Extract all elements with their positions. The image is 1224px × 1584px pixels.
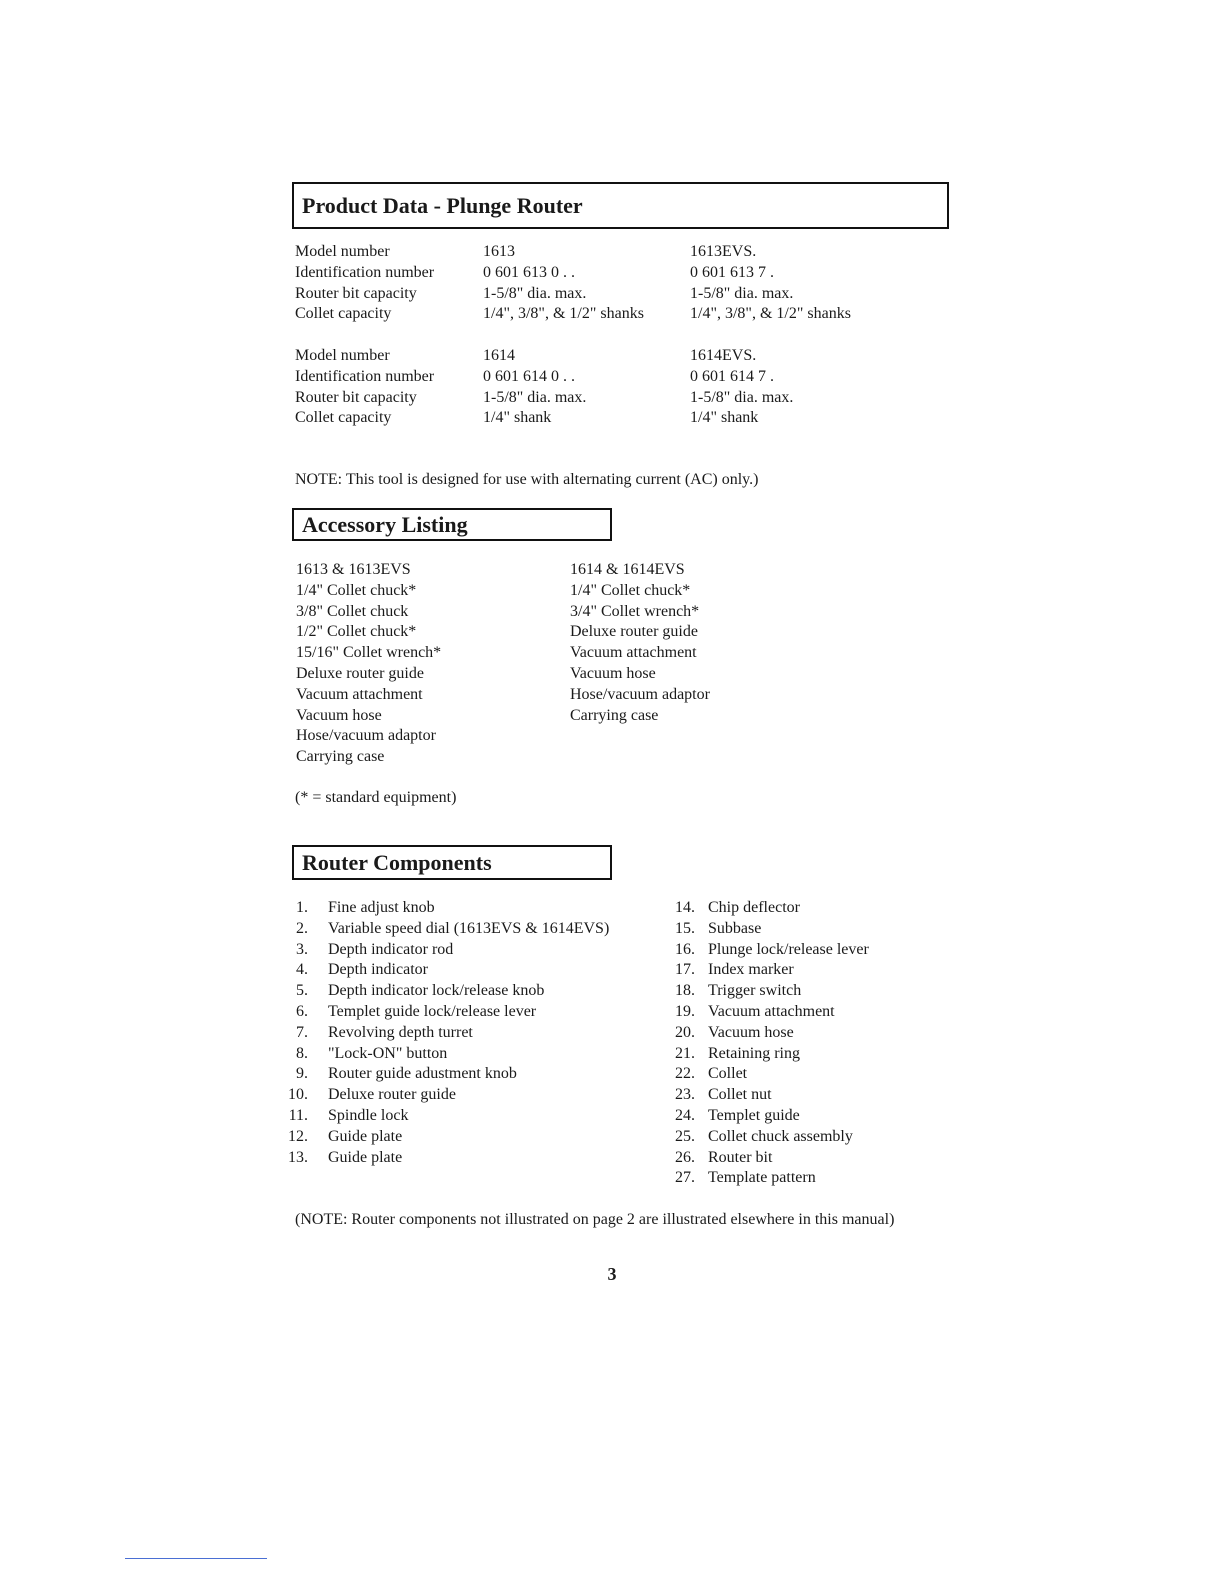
component-number: 11. xyxy=(288,1107,308,1124)
component-item xyxy=(0,919,1224,940)
product-table-1613 xyxy=(0,242,1224,332)
spec-row xyxy=(0,367,1224,388)
spec-label: Model number xyxy=(295,243,390,260)
spec-value: 0 601 614 0 . . xyxy=(483,367,575,385)
component-item xyxy=(0,1002,1224,1023)
component-number: 13. xyxy=(288,1148,308,1166)
accessory-list-header: 1613 & 1613EVS xyxy=(296,561,411,578)
component-number: 8. xyxy=(296,1044,308,1062)
spec-row xyxy=(0,284,1224,305)
accessory-list-header: 1614 & 1614EVS xyxy=(570,561,685,578)
accessory-item: Carrying case xyxy=(296,748,385,766)
component-number: 4. xyxy=(296,961,308,979)
component-item xyxy=(0,1064,1224,1085)
component-number: 14. xyxy=(675,899,695,916)
component-item xyxy=(0,1085,1224,1106)
components-note: (NOTE: Router components not illustrated on page 2 are illustrated elsewhere in this manual) xyxy=(295,1211,895,1228)
spec-row xyxy=(0,388,1224,409)
component-label: Revolving depth turret xyxy=(328,1023,473,1041)
accessory-item: Hose/vacuum adaptor xyxy=(570,685,710,703)
component-item xyxy=(0,960,1224,981)
spec-label: Model number xyxy=(295,347,390,364)
component-number: 7. xyxy=(296,1023,308,1041)
component-label: Vacuum hose xyxy=(708,1023,794,1041)
component-label: Deluxe router guide xyxy=(328,1086,456,1104)
component-item xyxy=(0,1044,1224,1065)
accessory-item: Vacuum attachment xyxy=(570,644,697,662)
component-label: Templet guide lock/release lever xyxy=(328,1003,537,1020)
standard-equipment-legend: (* = standard equipment) xyxy=(295,789,457,806)
accessory-item: 3/8" Collet chuck xyxy=(296,602,409,620)
component-number: 17. xyxy=(675,961,695,979)
accessory-item: 1/4" Collet chuck* xyxy=(570,581,691,599)
spec-row xyxy=(0,263,1224,284)
component-number: 6. xyxy=(296,1003,308,1020)
component-item xyxy=(0,1127,1224,1148)
component-label: Depth indicator lock/release knob xyxy=(328,982,545,1000)
page-number: 3 xyxy=(607,1264,617,1284)
component-number: 3. xyxy=(296,940,308,958)
accessory-item: 3/4" Collet wrench* xyxy=(570,602,700,620)
accessory-item: Deluxe router guide xyxy=(296,665,424,682)
spec-value: 1-5/8" dia. max. xyxy=(690,284,794,302)
spec-value: 1614 xyxy=(483,347,515,364)
accessory-item: Vacuum hose xyxy=(570,665,656,682)
component-number: 19. xyxy=(675,1003,695,1020)
component-item xyxy=(0,1023,1224,1044)
component-label: Spindle lock xyxy=(328,1107,409,1124)
component-label: Subbase xyxy=(708,919,762,937)
spec-value: 1/4" shank xyxy=(690,409,759,427)
component-label: Collet chuck assembly xyxy=(708,1127,853,1145)
component-label: Depth indicator xyxy=(328,961,428,979)
spec-row xyxy=(0,408,1224,429)
spec-label: Identification number xyxy=(295,263,435,281)
component-number: 24. xyxy=(675,1107,695,1124)
component-item xyxy=(0,981,1224,1002)
component-label: Templet guide xyxy=(708,1107,800,1124)
spec-value: 1613 xyxy=(483,243,515,260)
product-data-heading: Product Data - Plunge Router xyxy=(292,182,949,229)
accessory-listing-heading: Accessory Listing xyxy=(292,508,612,541)
component-item xyxy=(0,1148,1224,1169)
spec-value: 0 601 613 7 . xyxy=(690,263,774,281)
component-number: 2. xyxy=(296,919,308,937)
component-item xyxy=(0,940,1224,961)
component-number: 15. xyxy=(675,919,695,937)
spec-row xyxy=(0,242,1224,263)
spec-label: Router bit capacity xyxy=(295,284,417,302)
accessory-item: 1/2" Collet chuck* xyxy=(296,623,417,641)
component-number: 27. xyxy=(675,1169,695,1187)
component-label: Router bit xyxy=(708,1148,773,1166)
accessory-item: Hose/vacuum adaptor xyxy=(296,727,436,745)
router-components-heading: Router Components xyxy=(292,845,612,880)
component-number: 10. xyxy=(288,1086,308,1104)
component-item xyxy=(0,1168,1224,1189)
component-label: Index marker xyxy=(708,961,794,979)
components-list-right xyxy=(0,898,1224,1198)
accessory-item: Deluxe router guide xyxy=(570,623,698,641)
component-number: 16. xyxy=(675,940,695,958)
spec-row xyxy=(0,346,1224,367)
spec-value: 1/4", 3/8", & 1/2" shanks xyxy=(483,305,644,323)
spec-label: Router bit capacity xyxy=(295,388,417,406)
spec-label: Collet capacity xyxy=(295,409,392,427)
accessory-list-1614 xyxy=(570,560,830,730)
spec-value: 1-5/8" dia. max. xyxy=(483,284,587,302)
spec-row xyxy=(0,304,1224,325)
component-number: 26. xyxy=(675,1148,695,1166)
component-label: Variable speed dial (1613EVS & 1614EVS) xyxy=(328,919,610,937)
accessory-item: 1/4" Collet chuck* xyxy=(296,581,417,599)
spec-label: Identification number xyxy=(295,367,435,385)
component-number: 9. xyxy=(296,1065,308,1083)
accessory-item: Vacuum hose xyxy=(296,706,382,724)
accessory-list-1613 xyxy=(296,560,556,770)
component-label: Collet nut xyxy=(708,1086,772,1104)
footer-rule xyxy=(125,1558,267,1559)
component-item xyxy=(0,1106,1224,1127)
accessory-item: 15/16" Collet wrench* xyxy=(296,644,442,662)
component-item xyxy=(0,898,1224,919)
component-label: Guide plate xyxy=(328,1127,403,1145)
component-number: 25. xyxy=(675,1127,695,1145)
component-label: Plunge lock/release lever xyxy=(708,940,869,958)
component-number: 20. xyxy=(675,1023,695,1041)
component-label: Guide plate xyxy=(328,1148,403,1166)
spec-value: 0 601 613 0 . . xyxy=(483,263,575,281)
component-label: Trigger switch xyxy=(708,982,802,1000)
spec-value: 1-5/8" dia. max. xyxy=(483,388,587,406)
component-number: 5. xyxy=(296,982,308,1000)
spec-value: 1/4" shank xyxy=(483,409,552,427)
component-label: Depth indicator rod xyxy=(328,940,454,958)
component-number: 1. xyxy=(296,899,308,916)
component-number: 23. xyxy=(675,1086,695,1104)
component-label: Retaining ring xyxy=(708,1044,800,1062)
component-number: 22. xyxy=(675,1065,695,1083)
component-number: 21. xyxy=(675,1044,695,1062)
component-label: Vacuum attachment xyxy=(708,1003,835,1020)
component-label: Fine adjust knob xyxy=(328,899,435,916)
component-label: Template pattern xyxy=(708,1169,816,1187)
spec-value: 0 601 614 7 . xyxy=(690,367,774,385)
spec-value: 1/4", 3/8", & 1/2" shanks xyxy=(690,305,851,323)
component-label: "Lock-ON" button xyxy=(328,1044,448,1062)
component-label: Router guide adustment knob xyxy=(328,1065,517,1083)
component-number: 18. xyxy=(675,982,695,1000)
accessory-item: Vacuum attachment xyxy=(296,685,423,703)
ac-note: NOTE: This tool is designed for use with alternating current (AC) only.) xyxy=(295,471,759,488)
accessory-item: Carrying case xyxy=(570,706,659,724)
component-number: 12. xyxy=(288,1127,308,1145)
component-label: Collet xyxy=(708,1065,748,1083)
component-label: Chip deflector xyxy=(708,899,800,916)
spec-value: 1-5/8" dia. max. xyxy=(690,388,794,406)
spec-label: Collet capacity xyxy=(295,305,392,323)
spec-value: 1613EVS. xyxy=(690,243,757,260)
spec-value: 1614EVS. xyxy=(690,347,757,364)
product-table-1614 xyxy=(0,346,1224,436)
